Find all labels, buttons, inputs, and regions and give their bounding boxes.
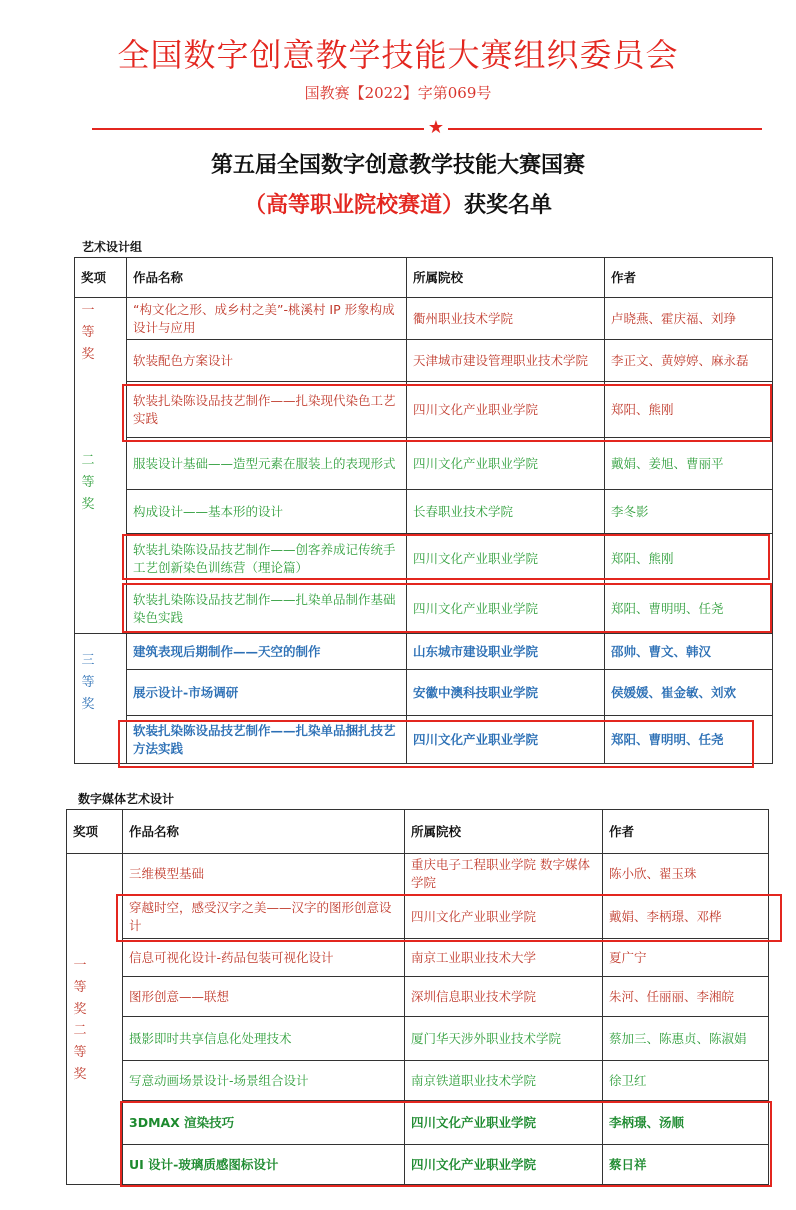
- highlight-box: [122, 583, 772, 633]
- header-author: 作者: [605, 258, 773, 298]
- work-cell: 软装扎染陈设品技艺制作——扎染单品制作基础染色实践: [127, 584, 407, 634]
- school-cell: 四川文化产业职业学院: [407, 438, 605, 490]
- school-cell: 天津城市建设管理职业技术学院: [407, 340, 605, 382]
- work-cell: 展示设计-市场调研: [127, 670, 407, 716]
- table-header-row: [75, 258, 773, 298]
- author-cell: 朱河、任丽丽、李湘皖: [603, 977, 769, 1017]
- work-cell: 软装扎染陈设品技艺制作——创客养成记传统手工艺创新染色训练营（理论篇）: [127, 534, 407, 584]
- header-author: 作者: [603, 810, 769, 854]
- school-cell: 山东城市建设职业学院: [407, 634, 605, 670]
- author-cell: 蔡加三、陈惠贞、陈淑娟: [603, 1017, 769, 1061]
- author-cell: 戴娟、姜旭、曹丽平: [605, 438, 773, 490]
- header-award: 奖项: [75, 258, 127, 298]
- section-label-art-design: 艺术设计组: [82, 240, 143, 254]
- author-cell: 蔡日祥: [603, 1145, 769, 1185]
- author-cell: 郑阳、曹明明、任尧: [605, 716, 773, 764]
- header-work: 作品名称: [127, 258, 407, 298]
- work-cell: 软装配色方案设计: [127, 340, 407, 382]
- work-cell: 摄影即时共享信息化处理技术: [123, 1017, 405, 1061]
- document-subtitle: [0, 188, 796, 219]
- work-cell: 构成设计——基本形的设计: [127, 490, 407, 534]
- star-icon: ★: [427, 117, 445, 138]
- author-cell: 李柄璟、汤顺: [603, 1101, 769, 1145]
- school-cell: 厦门华天涉外职业技术学院: [405, 1017, 603, 1061]
- highlight-box: [122, 384, 772, 442]
- school-cell: 四川文化产业职业学院: [407, 534, 605, 584]
- table-row: [67, 977, 769, 1017]
- school-cell: 重庆电子工程职业学院 数字媒体学院: [405, 854, 603, 895]
- author-cell: 侯媛媛、崔金敏、刘欢: [605, 670, 773, 716]
- track-name: （高等职业院校赛道）: [243, 193, 464, 218]
- school-cell: 四川文化产业职业学院: [405, 895, 603, 939]
- author-cell: 郑阳、曹明明、任尧: [605, 584, 773, 634]
- author-cell: 徐卫红: [603, 1061, 769, 1101]
- work-cell: 穿越时空，感受汉字之美——汉字的图形创意设计: [123, 895, 405, 939]
- school-cell: 安徽中澳科技职业学院: [407, 670, 605, 716]
- school-cell: 深圳信息职业技术学院: [405, 977, 603, 1017]
- table-row: [75, 634, 773, 670]
- table-row: [75, 340, 773, 382]
- award-first-prize: 一 等 奖: [81, 303, 95, 362]
- work-cell: 信息可视化设计-药品包装可视化设计: [123, 939, 405, 977]
- work-cell: 写意动画场景设计-场景组合设计: [123, 1061, 405, 1101]
- header-school: 所属院校: [405, 810, 603, 854]
- table-row: [67, 1017, 769, 1061]
- school-cell: 四川文化产业职业学院: [407, 716, 605, 764]
- author-cell: 李冬影: [605, 490, 773, 534]
- work-cell: 图形创意——联想: [123, 977, 405, 1017]
- school-cell: 四川文化产业职业学院: [405, 1145, 603, 1185]
- school-cell: 四川文化产业职业学院: [407, 382, 605, 438]
- school-cell: 长春职业技术学院: [407, 490, 605, 534]
- work-cell: 3DMAX 渲染技巧: [123, 1101, 405, 1145]
- red-divider-left: [92, 128, 424, 130]
- header-work: 作品名称: [123, 810, 405, 854]
- table-header-row: [67, 810, 769, 854]
- table-row: [75, 670, 773, 716]
- header-award: 奖项: [67, 810, 123, 854]
- work-cell: “构文化之形、成乡村之美”-桃溪村 IP 形象构成设计与应用: [127, 298, 407, 340]
- header-school: 所属院校: [407, 258, 605, 298]
- art-design-table: [74, 257, 773, 764]
- highlight-box: [120, 1101, 772, 1187]
- author-cell: 李正文、黄婷婷、麻永磊: [605, 340, 773, 382]
- author-cell: 夏广宁: [603, 939, 769, 977]
- award-first-prize-media: 一 等 奖: [73, 958, 87, 1017]
- author-cell: 邵帅、曹文、韩汉: [605, 634, 773, 670]
- author-cell: 郑阳、熊刚: [605, 534, 773, 584]
- award-second-prize: 二 等 奖: [81, 453, 95, 512]
- work-cell: 建筑表现后期制作——天空的制作: [127, 634, 407, 670]
- section-label-digital-media: 数字媒体艺术设计: [78, 792, 175, 806]
- work-cell: 服装设计基础——造型元素在服装上的表现形式: [127, 438, 407, 490]
- organization-title: 全国数字创意教学技能大赛组织委员会: [117, 36, 679, 74]
- table-row: [67, 854, 769, 895]
- work-cell: 软装扎染陈设品技艺制作——扎染现代染色工艺实践: [127, 382, 407, 438]
- author-cell: 陈小欣、翟玉珠: [603, 854, 769, 895]
- author-cell: 郑阳、熊刚: [605, 382, 773, 438]
- school-cell: 四川文化产业职业学院: [405, 1101, 603, 1145]
- school-cell: 衢州职业技术学院: [407, 298, 605, 340]
- red-divider-right: [448, 128, 762, 130]
- work-cell: 软装扎染陈设品技艺制作——扎染单品捆扎技艺方法实践: [127, 716, 407, 764]
- work-cell: UI 设计-玻璃质感图标设计: [123, 1145, 405, 1185]
- highlight-box: [122, 534, 770, 580]
- highlight-box: [116, 894, 782, 942]
- school-cell: 四川文化产业职业学院: [407, 584, 605, 634]
- table-row: [67, 939, 769, 977]
- table-row: [75, 490, 773, 534]
- author-cell: 戴娟、李柄璟、邓桦: [603, 895, 769, 939]
- school-cell: 南京铁道职业技术学院: [405, 1061, 603, 1101]
- subtitle-rest: 获奖名单: [464, 193, 553, 218]
- highlight-box: [118, 720, 754, 768]
- award-second-prize-media: 二 等 奖: [73, 1023, 87, 1082]
- document-title: 第五届全国数字创意教学技能大赛国赛: [210, 153, 585, 178]
- author-cell: 卢晓燕、霍庆福、刘琤: [605, 298, 773, 340]
- table-row: [75, 298, 773, 340]
- work-cell: 三维模型基础: [123, 854, 405, 895]
- school-cell: 南京工业职业技术大学: [405, 939, 603, 977]
- table-row: [75, 438, 773, 490]
- document-number: 国教赛【2022】字第069号: [304, 84, 492, 102]
- table-row: [67, 1061, 769, 1101]
- award-third-prize: 三 等 奖: [81, 653, 95, 712]
